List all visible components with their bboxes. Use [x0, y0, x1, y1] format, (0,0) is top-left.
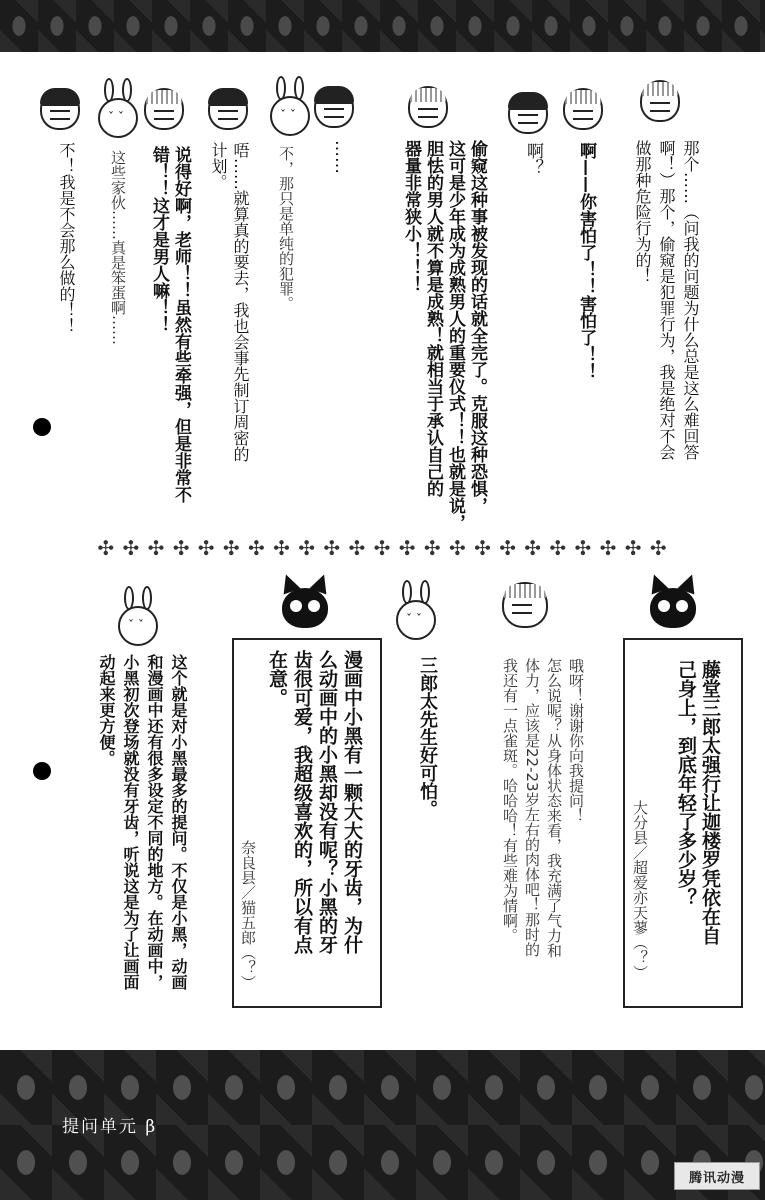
answer-text: 体力，应该是22-23岁左右的肉体吧！那时的 — [523, 658, 541, 957]
question-text: 么动画中的小黑却没有呢？小黑的牙 — [316, 650, 338, 954]
dialogue-column: 唔……就算真的要去，我也会事先制订周密的 — [231, 142, 250, 462]
character-face-icon — [563, 88, 603, 130]
dialogue-column: 啊——你害怕了！！害怕了！！ — [576, 142, 596, 380]
dialogue-column: 啊！）那个，偷窥是犯罪行为，我是绝对不会 — [657, 140, 676, 460]
question-sender: 大分县／超爱亦天蓼（？） — [631, 800, 649, 980]
answer-text: 我还有一点雀斑。哈哈哈！有些难为情啊。 — [501, 658, 519, 943]
dialogue-column: 胆怯的男人就不算是成熟！就相当于承认自己的 — [423, 140, 443, 497]
bullet-dot — [33, 418, 51, 436]
reaction-text: 三郎太先生好可怕。 — [417, 656, 438, 818]
dialogue-column: 计划。 — [209, 142, 228, 190]
question-text: 齿很可爱，我超级喜欢的，所以有点 — [291, 650, 313, 954]
dialogue-column: 错！！这才是男人嘛！！ — [149, 146, 169, 333]
answer-text: 和漫画中还有很多设定不同的地方。在动画中， — [145, 654, 164, 990]
answer-text: 小黑初次登场就没有牙齿，听说这是为了让画面 — [121, 654, 140, 990]
answer-text: 怎么说呢？从身体状态来看，我充满了气力和 — [545, 658, 563, 958]
bunny-face-icon — [98, 98, 138, 138]
dialogue-column: 器量非常狭小！！！ — [401, 140, 421, 293]
dialogue-column: 不！我是不会那么做的！！ — [57, 142, 76, 334]
character-face-icon — [408, 86, 448, 128]
question-text: 藤堂三郎太强行让迦楼罗凭依在自 — [699, 660, 721, 945]
answer-text: 这个就是对小黑最多的提问。不仅是小黑，动画 — [169, 654, 188, 990]
section-footer-label: 提问单元 β — [62, 1117, 158, 1137]
top-pattern-band — [0, 0, 765, 52]
answer-text: 动起来更方便。 — [97, 654, 116, 766]
character-face-icon — [40, 88, 80, 130]
character-face-icon — [508, 92, 548, 134]
question-text: 己身上，到底年轻了多少岁？ — [675, 660, 697, 907]
dialogue-column: 这些家伙……真是笨蛋啊…… — [109, 150, 127, 345]
bunny-face-icon — [396, 600, 436, 640]
question-text: 在意。 — [266, 650, 288, 707]
dialogue-column: 说得好啊，老师！！虽然有些牵强，但是非常不 — [171, 146, 191, 503]
dialogue-column: 这可是少年成为成熟男人的重要仪式！！也就是说， — [445, 140, 465, 531]
bunny-face-icon — [118, 606, 158, 646]
dialogue-column: 做那种危险行为的！ — [633, 140, 652, 284]
question-sender: 奈良县／猫五郎（？） — [239, 840, 257, 990]
character-face-icon — [314, 86, 354, 128]
question-text: 漫画中小黑有一颗大大的牙齿，为什 — [341, 650, 363, 954]
dialogue-column: 不，那只是单纯的犯罪。 — [277, 146, 295, 311]
black-cat-icon — [282, 588, 328, 628]
black-cat-icon — [650, 588, 696, 628]
bunny-face-icon — [270, 96, 310, 136]
character-face-icon — [640, 80, 680, 122]
character-face-icon — [502, 582, 548, 628]
publisher-watermark: 腾讯动漫 — [674, 1162, 760, 1190]
character-face-icon — [208, 88, 248, 130]
bullet-dot — [33, 762, 51, 780]
character-face-icon — [144, 88, 184, 130]
answer-text: 哦呀！谢谢你向我提问！ — [567, 658, 585, 823]
dialogue-column: 那个……（问我的问题为什么总是这么难回答 — [681, 140, 700, 460]
dialogue-column: 偷窥这种事被发现的话就全完了。克服这种恐惧， — [467, 140, 487, 514]
dialogue-column: …… — [331, 140, 351, 174]
dialogue-column: 啊？ — [523, 142, 543, 176]
ornament-divider: ✣ ✣ ✣ ✣ ✣ ✣ ✣ ✣ ✣ ✣ ✣ ✣ ✣ ✣ ✣ ✣ ✣ ✣ ✣ ✣ ✣ ✣ ✣ — [97, 536, 668, 560]
